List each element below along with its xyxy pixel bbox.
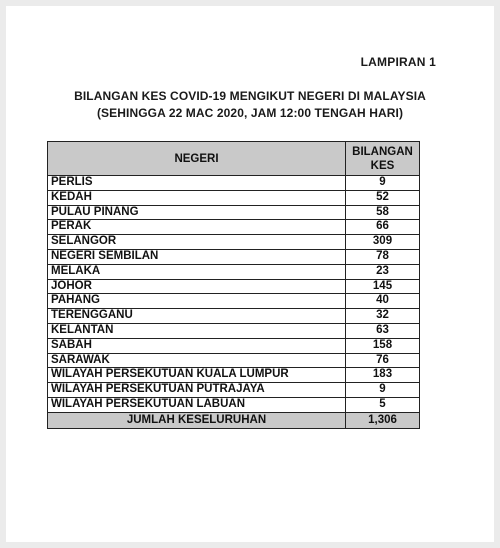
appendix-label: LAMPIRAN 1 <box>360 55 436 69</box>
case-count: 145 <box>346 279 420 294</box>
state-name: PULAU PINANG <box>48 205 346 220</box>
table-header-row <box>48 142 420 176</box>
table-row <box>48 383 420 398</box>
table-row <box>48 235 420 250</box>
state-name: PAHANG <box>48 294 346 309</box>
case-count: 78 <box>346 249 420 264</box>
case-count: 9 <box>346 383 420 398</box>
table-row <box>48 338 420 353</box>
case-count: 23 <box>346 264 420 279</box>
table-row <box>48 368 420 383</box>
header-cases-line1: BILANGAN <box>352 145 413 158</box>
table-row <box>48 323 420 338</box>
state-name: SABAH <box>48 338 346 353</box>
table-row <box>48 249 420 264</box>
table-row <box>48 176 420 191</box>
state-name: NEGERI SEMBILAN <box>48 249 346 264</box>
case-count: 158 <box>346 338 420 353</box>
state-name: PERLIS <box>48 176 346 191</box>
total-label: JUMLAH KESELURUHAN <box>48 412 346 428</box>
table-row <box>48 205 420 220</box>
table-row <box>48 279 420 294</box>
total-row <box>48 412 420 428</box>
table-row <box>48 264 420 279</box>
case-count: 52 <box>346 190 420 205</box>
case-count: 9 <box>346 176 420 191</box>
table-row <box>48 309 420 324</box>
document-page <box>6 6 494 542</box>
document-title: BILANGAN KES COVID-19 MENGIKUT NEGERI DI MALAYSIA <box>74 89 426 103</box>
table-row <box>48 220 420 235</box>
case-count: 183 <box>346 368 420 383</box>
header-state: NEGERI <box>48 142 346 176</box>
state-name: MELAKA <box>48 264 346 279</box>
state-name: WILAYAH PERSEKUTUAN PUTRAJAYA <box>48 383 346 398</box>
case-count: 309 <box>346 235 420 250</box>
state-name: WILAYAH PERSEKUTUAN LABUAN <box>48 397 346 412</box>
table-row <box>48 353 420 368</box>
state-name: TERENGGANU <box>48 309 346 324</box>
case-count: 5 <box>346 397 420 412</box>
state-name: SELANGOR <box>48 235 346 250</box>
cases-by-state-table <box>47 141 420 429</box>
state-name: WILAYAH PERSEKUTUAN KUALA LUMPUR <box>48 368 346 383</box>
case-count: 63 <box>346 323 420 338</box>
state-name: JOHOR <box>48 279 346 294</box>
state-name: KEDAH <box>48 190 346 205</box>
table-row <box>48 190 420 205</box>
header-cases <box>346 142 420 176</box>
state-name: KELANTAN <box>48 323 346 338</box>
document-subtitle: (SEHINGGA 22 MAC 2020, JAM 12:00 TENGAH HARI) <box>96 106 404 120</box>
state-name: SARAWAK <box>48 353 346 368</box>
state-name: PERAK <box>48 220 346 235</box>
total-value: 1,306 <box>346 412 420 428</box>
case-count: 40 <box>346 294 420 309</box>
case-count: 76 <box>346 353 420 368</box>
table-row <box>48 397 420 412</box>
case-count: 58 <box>346 205 420 220</box>
header-cases-line2: KES <box>370 159 395 172</box>
table-row <box>48 294 420 309</box>
case-count: 32 <box>346 309 420 324</box>
case-count: 66 <box>346 220 420 235</box>
